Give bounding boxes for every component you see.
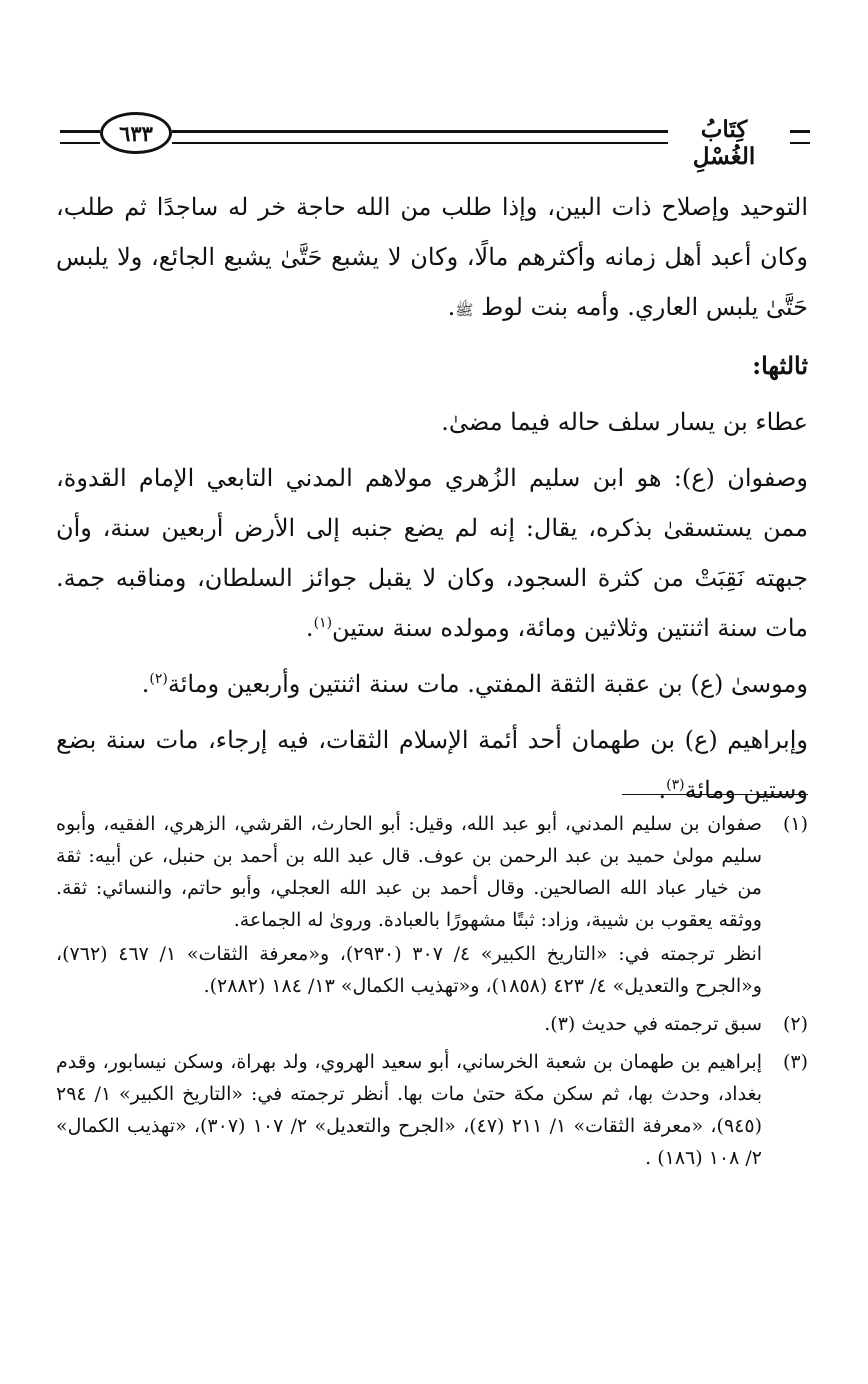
paragraph-4 <box>56 659 808 709</box>
footnote-text: انظر ترجمته في: «التاريخ الكبير» ٤/ ٣٠٧ (٢٩٣٠)، و«معرفة الثقات» ١/ ٤٦٧ (٧٦٢)، و«الجرح والتعديل» ٤/ ٤٢٣ (١٨٥٨)، و«تهذيب الكمال» ١٣/ ١٨٤ (٢٨٨٢). <box>56 943 763 997</box>
paragraph-3-text: وصفوان (ع): هو ابن سليم الزُهري مولاهم المدني التابعي الإمام القدوة، ممن يستسقىٰ بذكره، يقال: إنه لم يضع جنبه إلى الأرض أربعين سنة، وأن جبهته نَقِبَتْ من كثرة السجود، وكان لا يقبل جوائز السلطان، ومناقبه جمة. مات سنة اثنتين وثلاثين ومائة، ومولده سنة ستين <box>56 464 808 642</box>
paragraph-4-text: وموسىٰ (ع) بن عقبة الثقة المفتي. مات سنة اثنتين وأربعين ومائة <box>167 670 808 698</box>
book-title: كِتَابُ الغُسْلِ <box>692 116 756 170</box>
paragraph-5 <box>56 715 808 815</box>
paragraph-1-text: التوحيد وإصلاح ذات البين، وإذا طلب من الله حاجة خر له ساجدًا ثم طلب، وكان أعبد أهل زمانه وأكثرهم مالًا، وكان لا يشبع حَتَّىٰ يشبع الجائع، ولا يلبس حَتَّىٰ يلبس العاري. وأمه بنت لوط <box>56 193 808 321</box>
honorific-glyph: ﷺ <box>455 301 474 319</box>
period: . <box>141 670 150 698</box>
footnote-text: سبق ترجمته في حديث (٣). <box>544 1013 762 1035</box>
footnote-text: صفوان بن سليم المدني، أبو عبد الله، وقيل: أبو الحارث، القرشي، الزهري، الفقيه، وأبوه سليم مولىٰ حميد بن عبد الرحمن بن عوف. قال عبد الله بن أحمد بن حنبل، عن أبيه: ثقة من خيار عباد الله الصالحين. وقال أحمد بن عبد الله العجلي، وأبو حاتم، والنسائي: ثقة. ووثقه يعقوب بن شيبة، وزاد: ثبتًا مشهورًا بالعبادة. وروىٰ له الجماعة. <box>56 813 762 931</box>
footnote-3 <box>56 1046 808 1174</box>
header-rule-right <box>790 130 810 144</box>
footnote-ref-2[interactable]: (٢) <box>149 671 168 687</box>
header-rule-left <box>60 130 100 144</box>
period: . <box>658 776 667 804</box>
header-rule-middle <box>172 130 668 144</box>
footnote-number: (٢) <box>782 1013 808 1035</box>
paragraph-3 <box>56 453 808 653</box>
footnote-ref-3[interactable]: (٣) <box>666 777 685 793</box>
main-text <box>56 182 808 821</box>
footnote-ref-1[interactable]: (١) <box>313 615 333 631</box>
footnotes <box>56 808 808 1180</box>
paragraph-1: التوحيد وإصلاح ذات البين، وإذا طلب من الله حاجة خر له ساجدًا ثم طلب، وكان أعبد أهل زمانه وأكثرهم مالًا، وكان لا يشبع حَتَّىٰ يشبع الجائع، ولا يلبس حَتَّىٰ يلبس العاري. وأمه بنت لوط ﷺ. <box>56 193 808 321</box>
page-number: ٦٣٣ <box>100 112 172 154</box>
section-heading: ثالثها: <box>752 351 808 380</box>
footnote-2 <box>56 1008 808 1040</box>
footnote-1 <box>56 808 808 1002</box>
paragraph-2: عطاء بن يسار سلف حاله فيما مضىٰ. <box>441 408 808 436</box>
period: . <box>305 614 314 642</box>
footnote-number: (٣) <box>782 1051 808 1073</box>
paragraph-5-text: وإبراهيم (ع) بن طهمان أحد أئمة الإسلام الثقات، فيه إرجاء، مات سنة بضع وستين ومائة <box>56 726 808 804</box>
footnote-text: إبراهيم بن طهمان بن شعبة الخرساني، أبو سعيد الهروي، ولد بهراة، وسكن نيسابور، وقدم بغداد، وحدث بها، ثم سكن مكة حتىٰ مات بها. أنظر ترجمته في: «التاريخ الكبير» ١/ ٢٩٤ (٩٤٥)، «معرفة الثقات» ١/ ٢١١ (٤٧)، «الجرح والتعديل» ٢/ ١٠٧ (٣٠٧)، «تهذيب الكمال» ٢/ ١٠٨ (١٨٦) . <box>56 1051 762 1169</box>
footnote-separator <box>622 794 808 795</box>
page-header <box>60 108 810 170</box>
footnote-number: (١) <box>782 813 808 835</box>
